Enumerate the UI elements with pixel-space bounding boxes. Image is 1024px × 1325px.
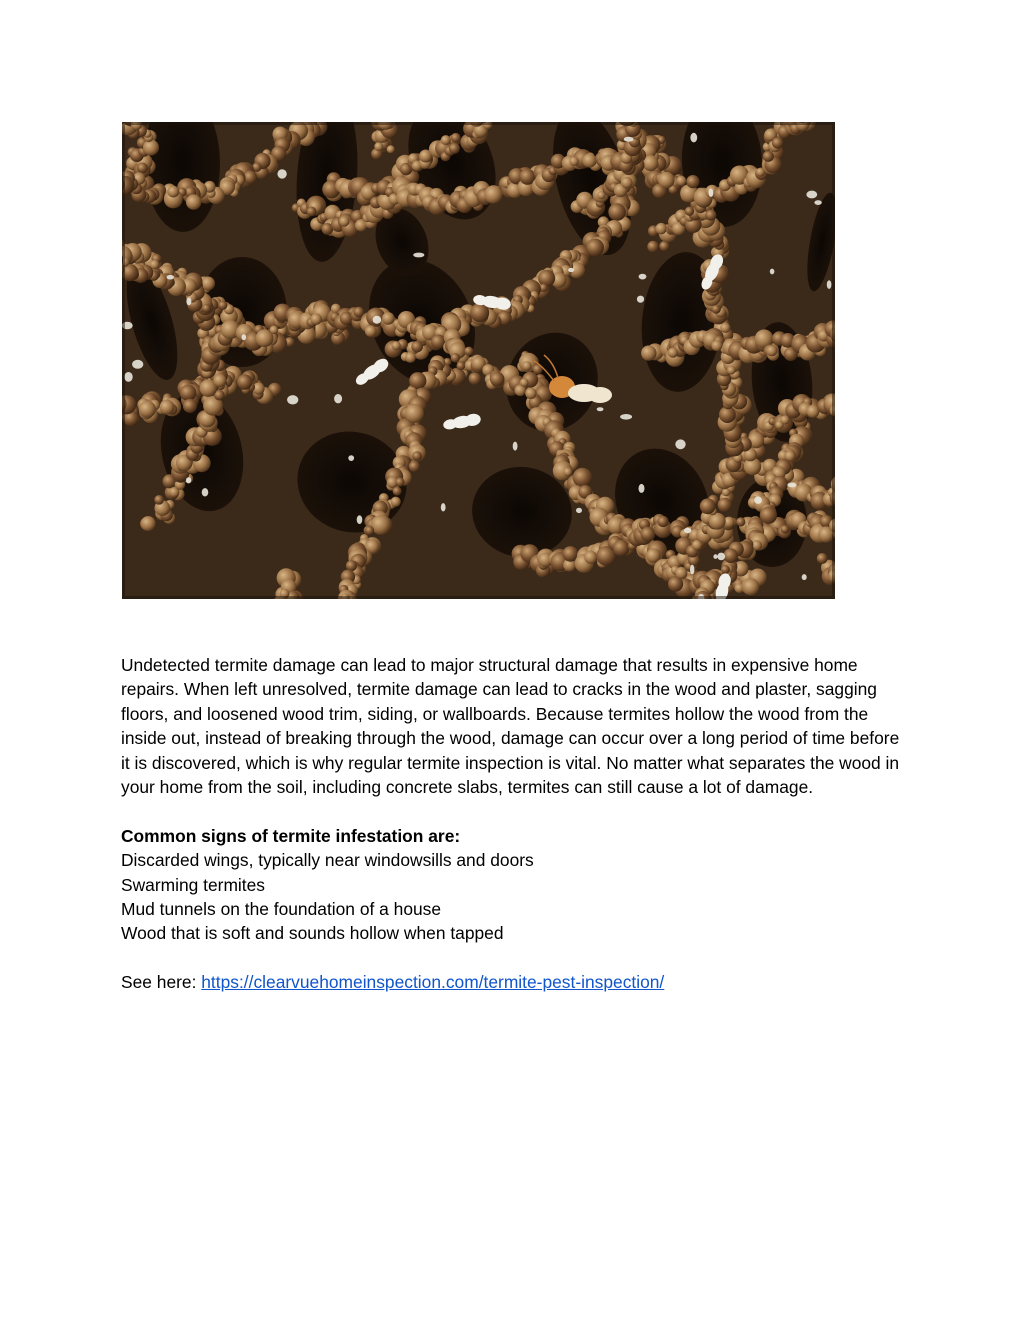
termite-nest-photo	[122, 122, 835, 599]
photo-image-icon	[122, 122, 835, 599]
list-item: Swarming termites	[121, 874, 265, 895]
signs-heading: Common signs of termite infestation are:	[121, 825, 461, 846]
intro-paragraph: Undetected termite damage can lead to major structural damage that results in expensive home repairs. When left unresolved, termite damage can lead to cracks in the wood and plaster, sagging floors, and loosened wood trim, siding, or wallboards. Because termites hollow the wood from the inside out, instead of breaking through the wood, damage can occur over a long period of time before it is discovered, which is why regular termite inspection is vital. No matter what separates the wood in your home from the soil, including concrete slabs, termites can still cause a lot of damage.	[121, 655, 900, 798]
list-item: Mud tunnels on the foundation of a house	[121, 899, 442, 920]
list-item: Wood that is soft and sounds hollow when tapped	[121, 923, 504, 944]
list-item: Discarded wings, typically near windowsills and doors	[121, 850, 534, 871]
see-here-label: See here:	[121, 972, 197, 993]
see-here-line	[121, 970, 911, 994]
inspection-link[interactable]: https://clearvuehomeinspection.com/termite-pest-inspection/	[201, 972, 665, 993]
article-text	[121, 653, 911, 995]
